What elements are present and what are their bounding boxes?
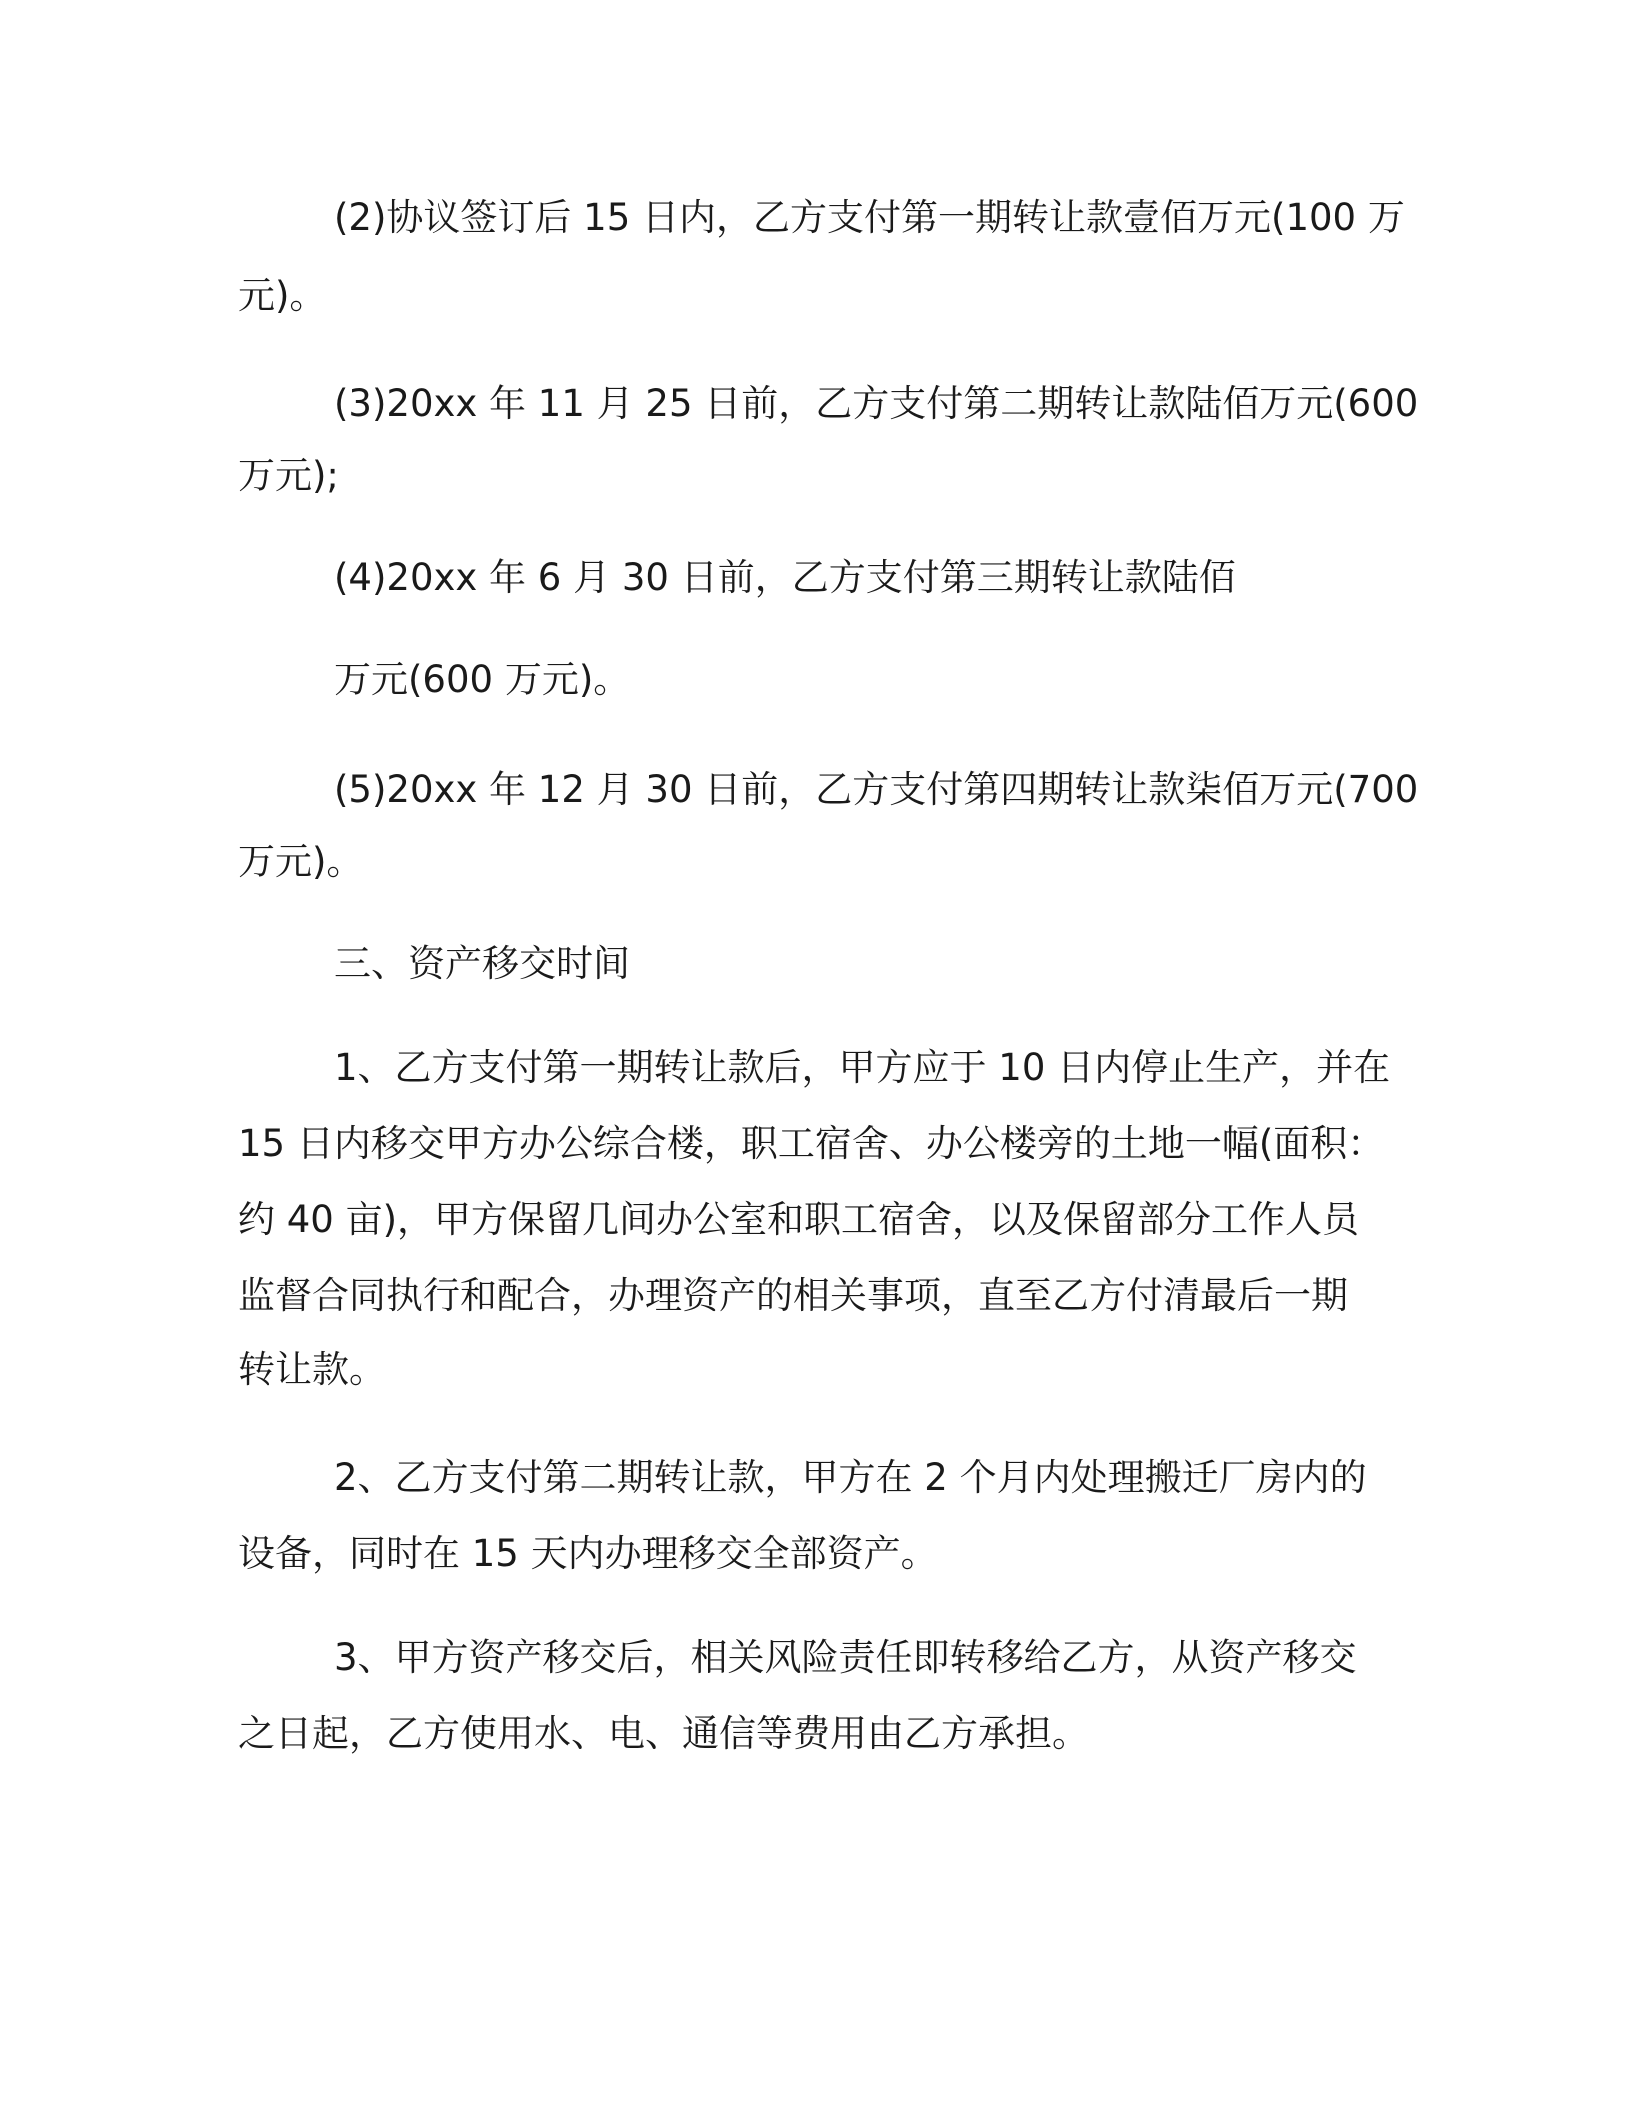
item-1-line-1: 1、乙方支付第一期转让款后，甲方应于 10 日内停止生产，并在 — [334, 1046, 1391, 1089]
clause-4-line-2: 万元(600 万元)。 — [334, 658, 631, 701]
item-3-line-1: 3、甲方资产移交后，相关风险责任即转移给乙方，从资产移交 — [334, 1636, 1357, 1679]
clause-3-line-2: 万元); — [238, 454, 339, 497]
item-1-line-4: 监督合同执行和配合，办理资产的相关事项，直至乙方付清最后一期 — [238, 1274, 1348, 1317]
item-2-line-2: 设备，同时在 15 天内办理移交全部资产。 — [238, 1532, 938, 1575]
clause-3-line-1: (3)20xx 年 11 月 25 日前，乙方支付第二期转让款陆佰万元(600 — [334, 382, 1419, 425]
item-3-line-2: 之日起，乙方使用水、电、通信等费用由乙方承担。 — [238, 1712, 1089, 1755]
item-1-line-3: 约 40 亩)，甲方保留几间办公室和职工宿舍，以及保留部分工作人员 — [238, 1198, 1360, 1241]
section-heading: 三、资产移交时间 — [334, 942, 630, 985]
item-2-line-1: 2、乙方支付第二期转让款，甲方在 2 个月内处理搬迁厂房内的 — [334, 1456, 1367, 1499]
clause-2-line-1: (2)协议签订后 15 日内，乙方支付第一期转让款壹佰万元(100 万 — [334, 196, 1405, 239]
item-1-line-2: 15 日内移交甲方办公综合楼，职工宿舍、办公楼旁的土地一幅(面积： — [238, 1122, 1385, 1165]
clause-2-line-2: 元)。 — [238, 274, 327, 317]
item-1-line-5: 转让款。 — [238, 1348, 386, 1391]
clause-5-line-1: (5)20xx 年 12 月 30 日前，乙方支付第四期转让款柒佰万元(700 — [334, 768, 1419, 811]
clause-5-line-2: 万元)。 — [238, 840, 364, 883]
clause-4-line-1: (4)20xx 年 6 月 30 日前，乙方支付第三期转让款陆佰 — [334, 556, 1236, 599]
